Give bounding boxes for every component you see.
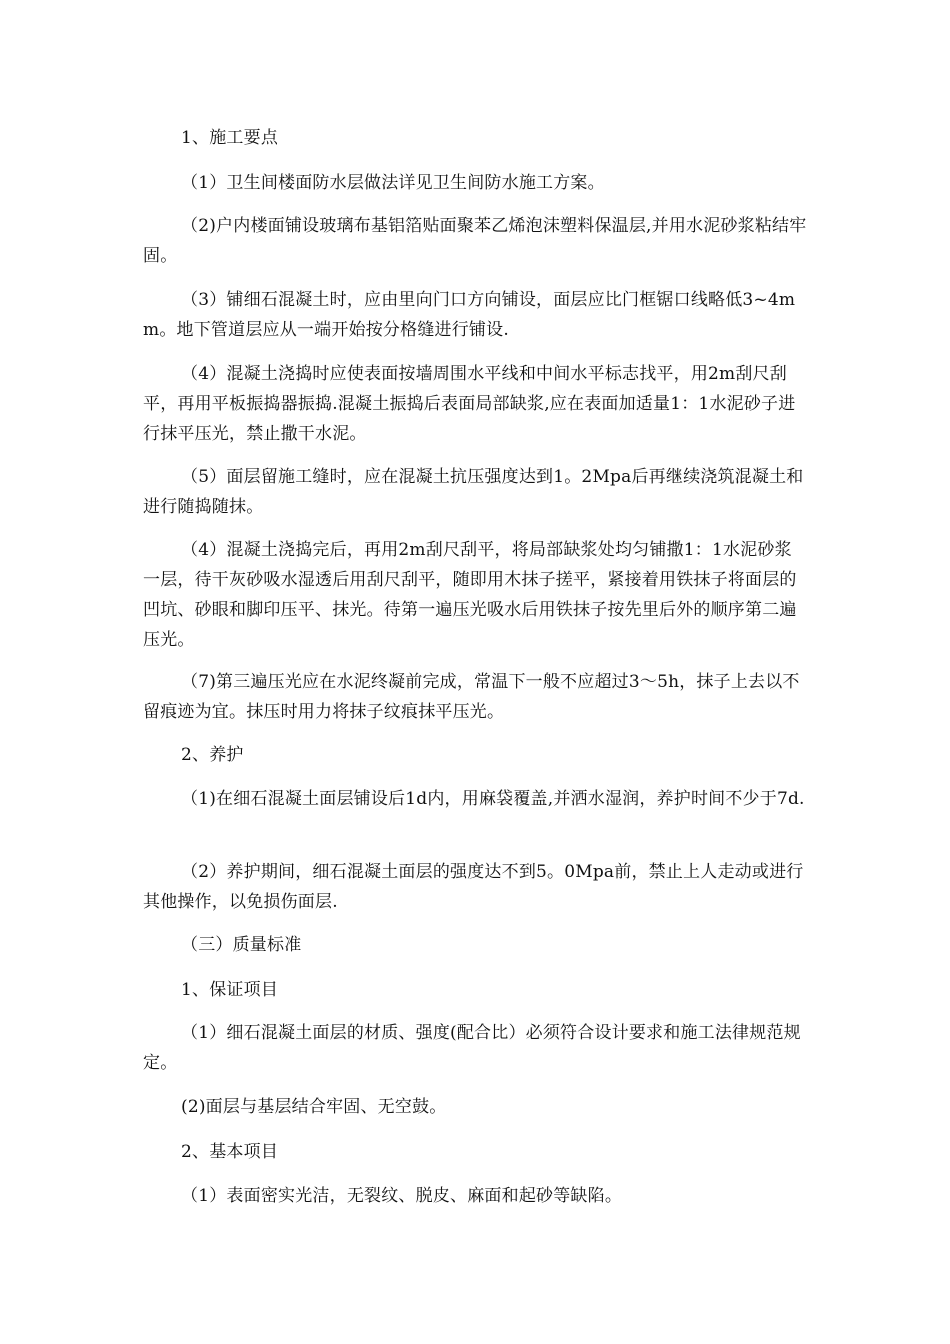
- paragraph-curing-1: （1)在细石混凝土面层铺设后1d内，用麻袋覆盖,并洒水湿润，养护时间不少于7d.: [181, 789, 805, 809]
- paragraph-guarantee-1: （1）细石混凝土面层的材质、强度(配合比）必须符合设计要求和施工法律规范规定。: [143, 1023, 801, 1073]
- paragraph-6: （4）混凝土浇捣完后，再用2m刮尺刮平，将局部缺浆处均匀铺撒1：1水泥砂浆一层，待干灰砂吸水湿透后用刮尺刮平，随即用木抹子搓平，紧接着用铁抹子将面层的凹坑、砂眼和脚印压平、抹光。待第一遍压光吸水后用铁抹子按先里后外的顺序第二遍压光。: [143, 540, 797, 650]
- paragraph-7: （7)第三遍压光应在水泥终凝前完成，常温下一般不应超过3～5h，抹子上去以不留痕迹为宜。抹压时用力将抹子纹痕抹平压光。: [143, 672, 800, 722]
- section-heading-curing: 2、养护: [181, 745, 244, 765]
- paragraph-curing-2: （2）养护期间，细石混凝土面层的强度达不到5。0Mpa前，禁止上人走动或进行其他操作，以免损伤面层.: [143, 862, 804, 912]
- section-heading-guarantee-items: 1、保证项目: [181, 980, 279, 1000]
- paragraph-3: （3）铺细石混凝土时，应由里向门口方向铺设，面层应比门框锯口线略低3~4mm。地下管道层应从一端开始按分格缝进行铺设.: [143, 290, 796, 340]
- paragraph-4: （4）混凝土浇捣时应使表面按墙周围水平线和中间水平标志找平，用2m刮尺刮平，再用平板振捣器振捣.混凝土振捣后表面局部缺浆,应在表面加适量1：1水泥砂子进行抹平压光，禁止撒干水泥。: [143, 364, 796, 444]
- paragraph-5: （5）面层留施工缝时，应在混凝土抗压强度达到1。2Mpa后再继续浇筑混凝土和进行随捣随抹。: [143, 467, 804, 517]
- paragraph-basic-1: （1）表面密实光洁，无裂纹、脱皮、麻面和起砂等缺陷。: [181, 1186, 623, 1206]
- section-heading-quality-standards: （三）质量标准: [181, 935, 302, 955]
- paragraph-guarantee-2: (2)面层与基层结合牢固、无空鼓。: [181, 1097, 447, 1117]
- paragraph-2: （2)户内楼面铺设玻璃布基铝箔贴面聚苯乙烯泡沫塑料保温层,并用水泥砂浆粘结牢固。: [143, 216, 807, 266]
- section-heading-basic-items: 2、基本项目: [181, 1142, 279, 1162]
- paragraph-1: （1）卫生间楼面防水层做法详见卫生间防水施工方案。: [181, 173, 605, 193]
- section-heading-construction-points: 1、施工要点: [181, 128, 279, 148]
